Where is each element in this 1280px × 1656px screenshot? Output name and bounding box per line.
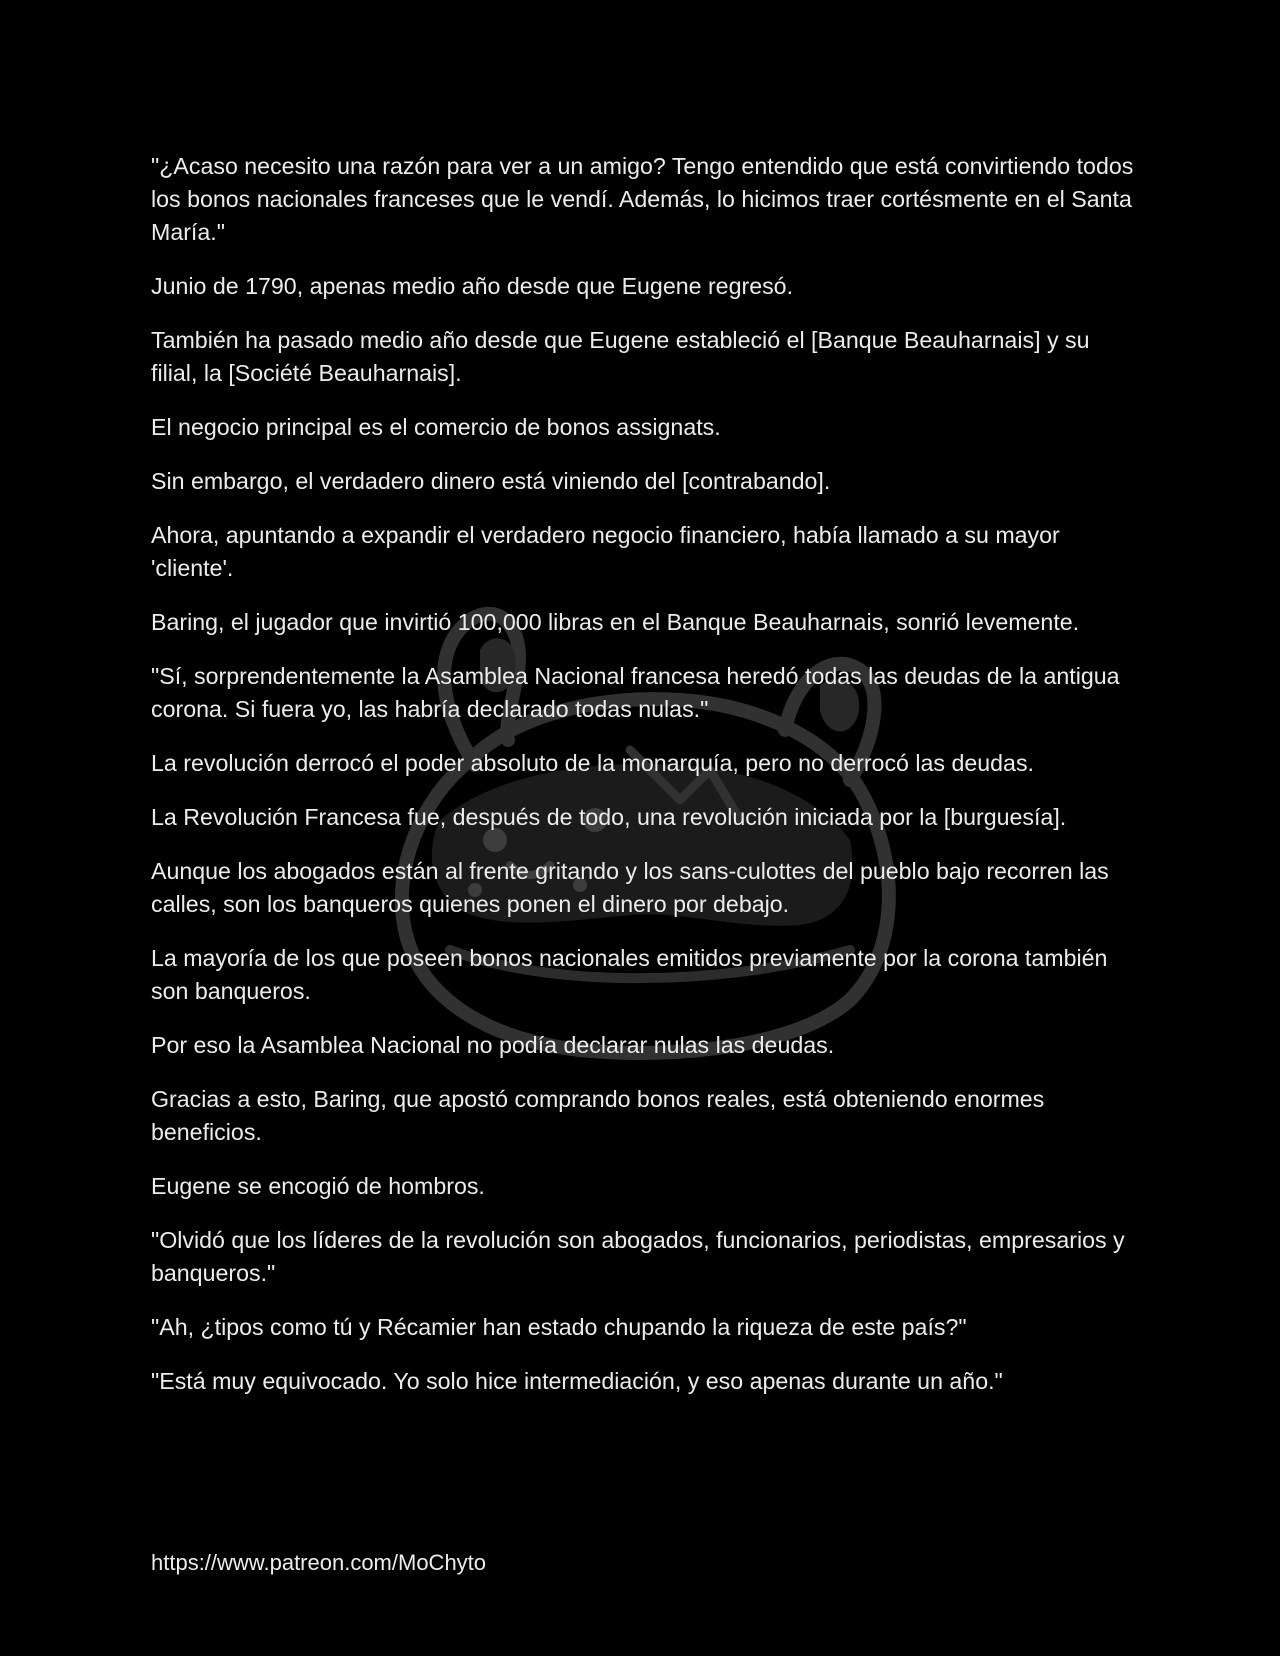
paragraph: Por eso la Asamblea Nacional no podía declarar nulas las deudas. xyxy=(151,1032,835,1058)
patreon-link[interactable]: https://www.patreon.com/MoChyto xyxy=(151,1550,487,1575)
chapter-text xyxy=(151,150,1141,1419)
paragraph: La mayoría de los que poseen bonos nacionales emitidos previamente por la corona también son banqueros. xyxy=(151,945,1108,1004)
paragraph: Junio de 1790, apenas medio año desde que Eugene regresó. xyxy=(151,273,794,299)
paragraph: Eugene se encogió de hombros. xyxy=(151,1173,485,1199)
paragraph: Gracias a esto, Baring, que apostó comprando bonos reales, está obteniendo enormes beneficios. xyxy=(151,1086,1045,1145)
paragraph: La Revolución Francesa fue, después de todo, una revolución iniciada por la [burguesía]. xyxy=(151,804,1067,830)
paragraph: Ahora, apuntando a expandir el verdadero negocio financiero, había llamado a su mayor 'cliente'. xyxy=(151,522,1060,581)
paragraph: "Está muy equivocado. Yo solo hice intermediación, y eso apenas durante un año." xyxy=(151,1368,1003,1394)
paragraph: "Olvidó que los líderes de la revolución son abogados, funcionarios, periodistas, empresarios y banqueros." xyxy=(151,1227,1125,1286)
paragraph: El negocio principal es el comercio de bonos assignats. xyxy=(151,414,721,440)
paragraph: Aunque los abogados están al frente gritando y los sans-culottes del pueblo bajo recorren las calles, son los banqueros quienes ponen el dinero por debajo. xyxy=(151,858,1109,917)
paragraph: También ha pasado medio año desde que Eugene estableció el [Banque Beauharnais] y su filial, la [Société Beauharnais]. xyxy=(151,327,1090,386)
paragraph: La revolución derrocó el poder absoluto de la monarquía, pero no derrocó las deudas. xyxy=(151,750,1034,776)
paragraph: "Sí, sorprendentemente la Asamblea Nacional francesa heredó todas las deudas de la antigua corona. Si fuera yo, las habría declarado todas nulas." xyxy=(151,663,1120,722)
paragraph: Baring, el jugador que invirtió 100,000 libras en el Banque Beauharnais, sonrió levemente. xyxy=(151,609,1080,635)
paragraph: Sin embargo, el verdadero dinero está viniendo del [contrabando]. xyxy=(151,468,831,494)
paragraph: "¿Acaso necesito una razón para ver a un amigo? Tengo entendido que está convirtiendo todos los bonos nacionales franceses que le vendí. Además, lo hicimos traer cortésmente en el Santa María." xyxy=(151,153,1134,245)
paragraph: "Ah, ¿tipos como tú y Récamier han estado chupando la riqueza de este país?" xyxy=(151,1314,967,1340)
